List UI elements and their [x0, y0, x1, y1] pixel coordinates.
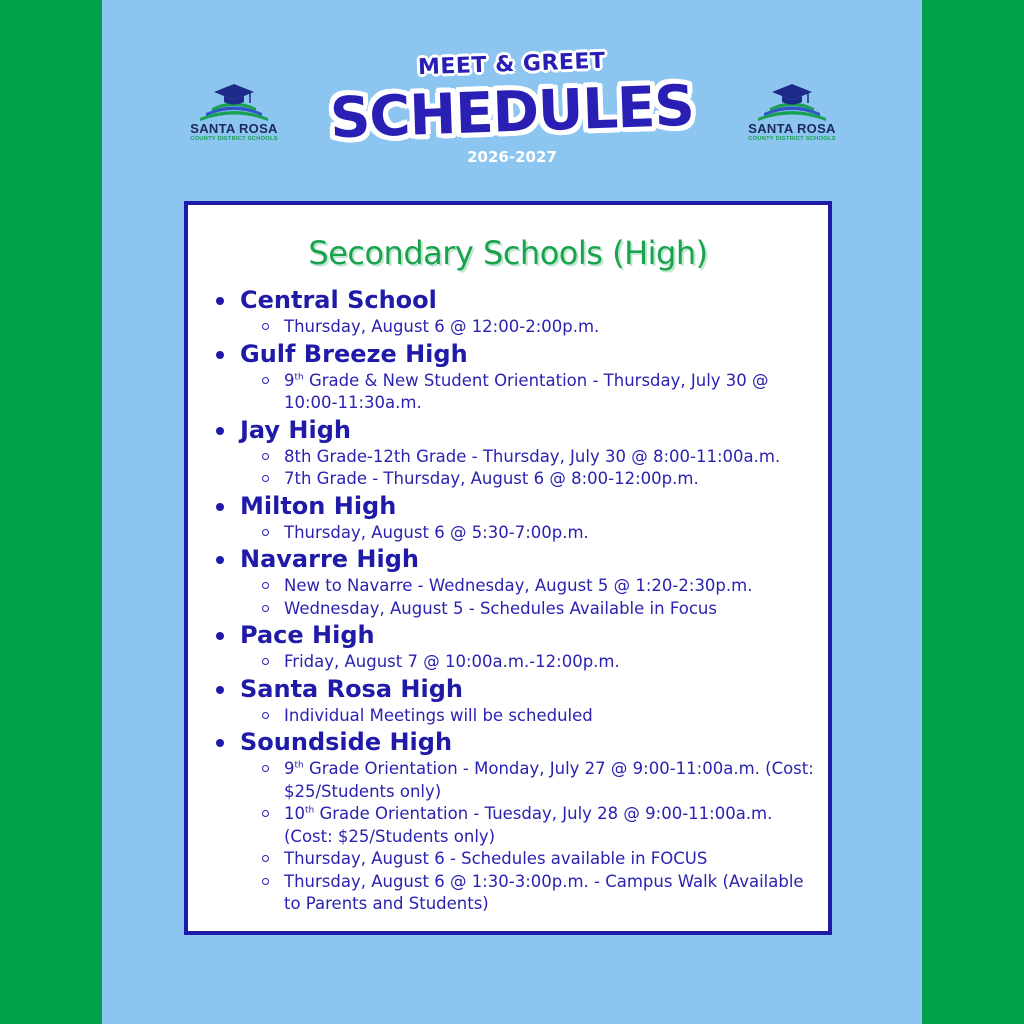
event-item [262, 446, 828, 469]
ordinal-suffix: th [294, 760, 304, 771]
district-subtitle: COUNTY DISTRICT SCHOOLS [748, 136, 836, 142]
event-item [262, 598, 828, 621]
school-item [214, 491, 828, 545]
event-list [240, 575, 828, 620]
district-name: SANTA ROSA [748, 121, 836, 136]
event-text: New to Navarre - Wednesday, August 5 @ 1:20-2:30p.m. [284, 576, 753, 595]
event-list [240, 316, 828, 339]
grade-number: 9 [284, 370, 295, 390]
event-list [240, 651, 828, 674]
school-name: Gulf Breeze High [240, 339, 468, 368]
school-name: Navarre High [240, 545, 420, 573]
event-list [240, 522, 828, 545]
school-name: Pace High [240, 621, 375, 649]
event-item [262, 651, 828, 674]
district-logo-left [164, 82, 304, 154]
school-item [214, 727, 828, 916]
event-item [262, 871, 828, 916]
meet-greet-label: MEET & GREET [417, 48, 607, 81]
event-item [262, 575, 828, 598]
event-list [240, 758, 828, 916]
event-item [262, 758, 828, 803]
event-item [262, 468, 828, 491]
school-year: 2026-2027 [467, 148, 557, 166]
header [300, 50, 724, 168]
event-item [262, 316, 828, 339]
event-item [262, 848, 828, 871]
event-text: Thursday, August 6 @ 5:30-7:00p.m. [284, 522, 589, 542]
event-item [262, 803, 828, 848]
school-item [214, 674, 828, 728]
school-name: Soundside High [240, 728, 453, 756]
district-name: SANTA ROSA [190, 121, 278, 136]
grade-number: 9 [284, 759, 295, 778]
event-text: Friday, August 7 @ 10:00a.m.-12:00p.m. [284, 652, 620, 671]
school-name: Jay High [240, 415, 351, 444]
event-text: 8th Grade-12th Grade - Thursday, July 30 @ 8:00-11:00a.m. [284, 446, 781, 466]
event-text: Grade Orientation - Tuesday, July 28 @ 9:00-11:00a.m. (Cost: $25/Students only) [284, 804, 773, 846]
event-list [240, 370, 828, 415]
event-item [262, 522, 828, 545]
page-title: SCHEDULES [329, 73, 695, 152]
event-item [262, 705, 828, 728]
schedule-card [184, 201, 832, 935]
card-title: Secondary Schools (High) [308, 234, 708, 272]
event-text: Grade Orientation - Monday, July 27 @ 9:00-11:00a.m. (Cost: $25/Students only) [284, 759, 814, 801]
school-item [214, 620, 828, 674]
event-text: Thursday, August 6 @ 1:30-3:00p.m. - Campus Walk (Available to Parents and Students) [284, 871, 804, 913]
event-list [240, 446, 828, 491]
event-text: Wednesday, August 5 - Schedules Available in Focus [284, 598, 717, 618]
right-green-border [922, 0, 1024, 1024]
event-text: Thursday, August 6 - Schedules available in FOCUS [284, 849, 708, 868]
school-item [214, 544, 828, 620]
district-subtitle: COUNTY DISTRICT SCHOOLS [190, 136, 278, 142]
ordinal-suffix: th [294, 372, 304, 382]
school-name: Santa Rosa High [240, 674, 463, 703]
event-text: 7th Grade - Thursday, August 6 @ 8:00-12:00p.m. [284, 469, 699, 488]
event-list [240, 705, 828, 728]
district-logo-right [722, 82, 862, 154]
school-name: Central School [240, 286, 437, 314]
event-text: Individual Meetings will be scheduled [284, 705, 593, 725]
school-name: Milton High [240, 491, 397, 520]
school-item [214, 285, 828, 339]
school-item [214, 339, 828, 415]
graduation-cap-books-icon [752, 82, 832, 122]
event-item [262, 370, 828, 415]
graduation-cap-books-icon [194, 82, 274, 122]
schools-list [188, 285, 828, 916]
event-text: Thursday, August 6 @ 12:00-2:00p.m. [284, 317, 600, 336]
grade-number: 10 [284, 804, 305, 823]
event-text: Grade & New Student Orientation - Thursday, July 30 @ 10:00-11:30a.m. [284, 370, 769, 412]
school-item [214, 415, 828, 491]
left-green-border [0, 0, 102, 1024]
ordinal-suffix: th [305, 805, 315, 816]
